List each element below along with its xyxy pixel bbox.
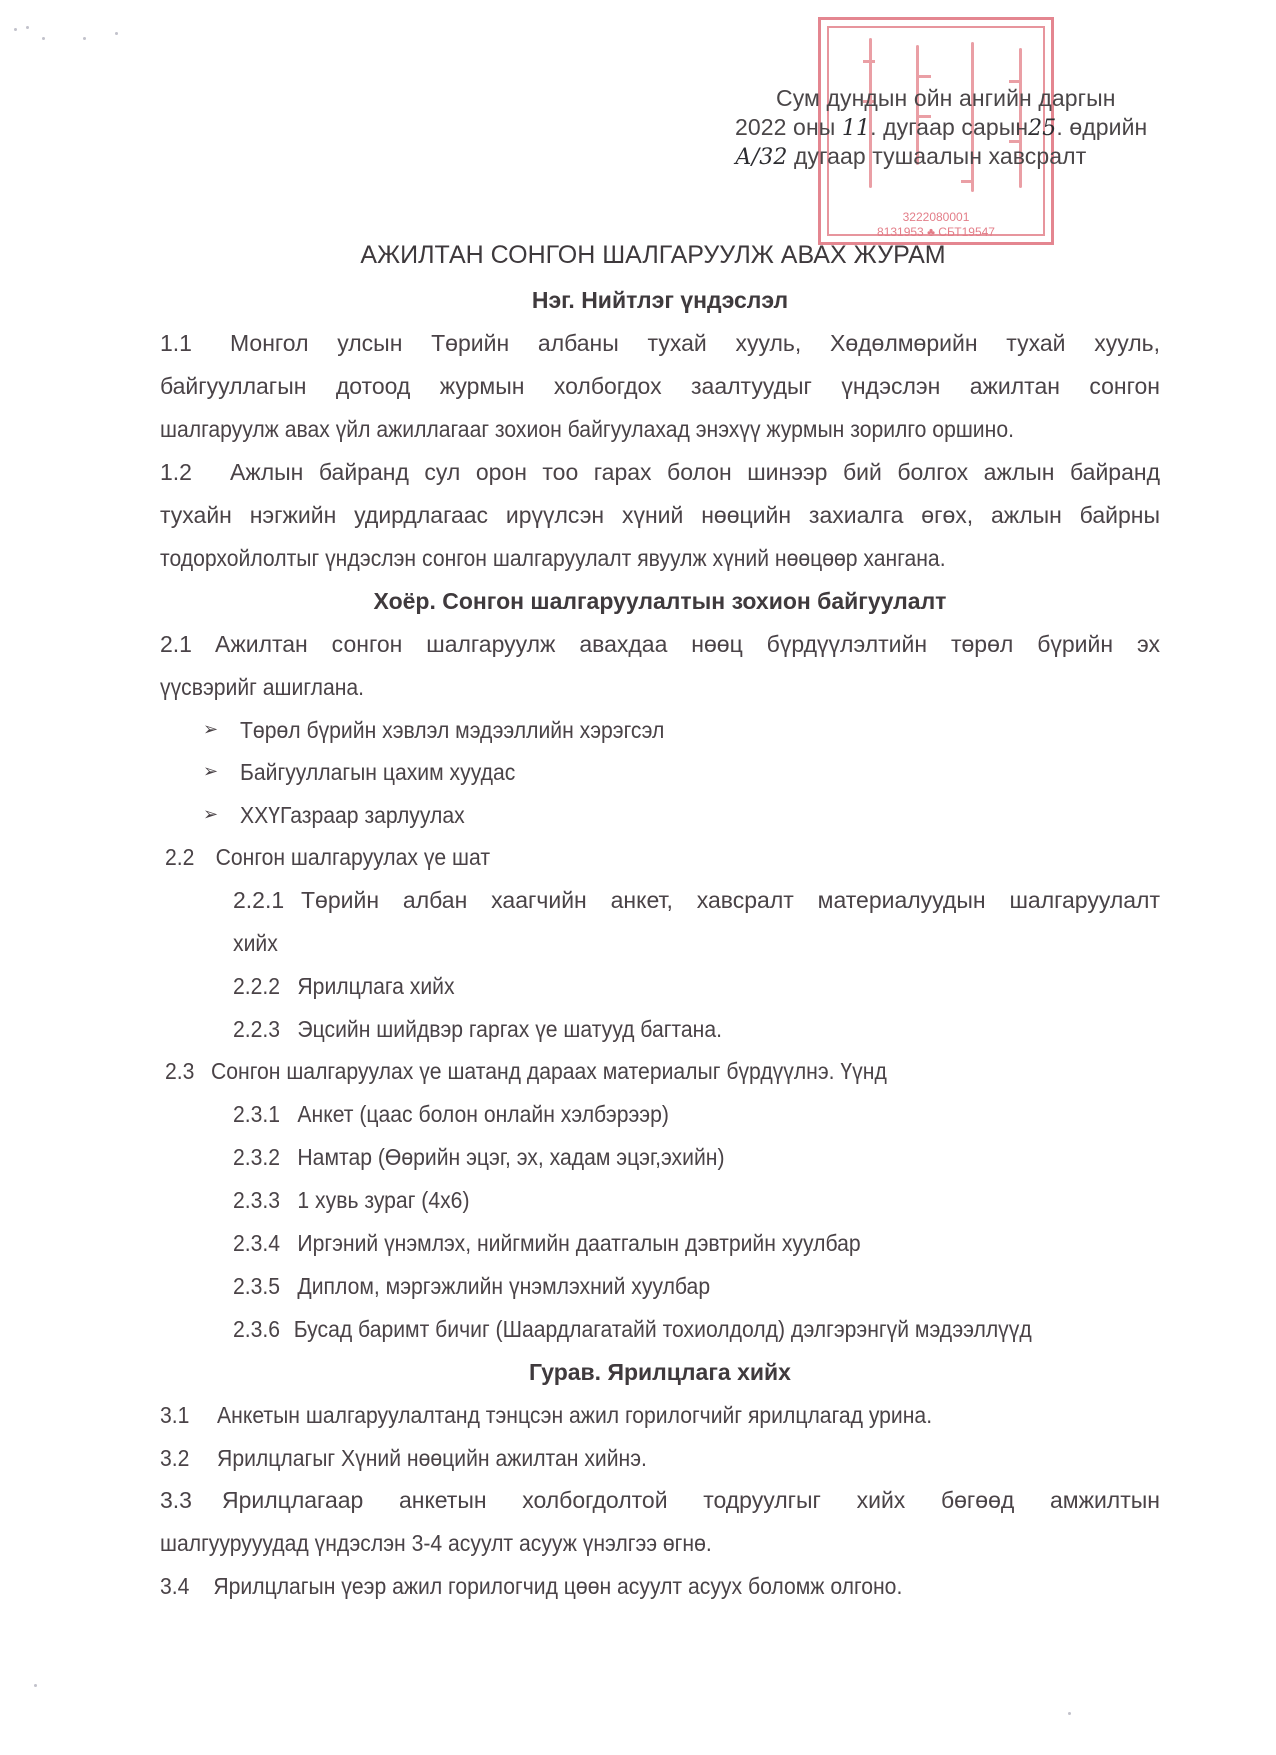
- clause-text: Ажлын байранд сул орон тоо гарах болон шинээр бий болгох ажлын байранд: [230, 459, 1160, 485]
- subclause-number: 2.3.4: [233, 1230, 281, 1256]
- subclause-text: Эцсийн шийдвэр гаргах үе шатууд багтана.: [297, 1016, 722, 1042]
- paragraph-3-3-line-1: [160, 1487, 1160, 1514]
- arrow-bullet-icon: ➢: [203, 761, 219, 781]
- paragraph-3-2: [160, 1445, 647, 1472]
- subclause-2-3-4: [233, 1230, 861, 1257]
- header-order-label: дугаар тушаалын хавсралт: [793, 143, 1087, 169]
- document-title: АЖИЛТАН СОНГОН ШАЛГАРУУЛЖ АВАХ ЖУРАМ: [360, 241, 946, 269]
- scan-speck: [14, 28, 17, 31]
- stamp-code-1: 3222080001: [902, 210, 970, 224]
- subclause-text: Анкет (цаас болон онлайн хэлбэрээр): [297, 1101, 669, 1127]
- subclause-2-3-5: [233, 1273, 710, 1300]
- subclause-number: 2.3.2: [233, 1144, 281, 1170]
- paragraph-3-4: [160, 1573, 902, 1600]
- paragraph-2-1-line-1: [160, 631, 1160, 658]
- stamp-script-mark: [961, 180, 973, 183]
- clause-text: Ярилцлагыг Хүний нөөцийн ажилтан хийнэ.: [217, 1445, 647, 1471]
- subclause-number: 2.3.1: [233, 1101, 281, 1127]
- clause-text: Ажилтан сонгон шалгаруулж авахдаа нөөц бүрдүүлэлтийн төрөл бүрийн эх: [215, 631, 1160, 657]
- section-3-heading: Гурав. Ярилцлага хийх: [529, 1359, 791, 1385]
- paragraph-2-3: [165, 1058, 887, 1085]
- scan-speck: [26, 26, 29, 29]
- subclause-2-3-1: [233, 1101, 669, 1128]
- paragraph-3-1: [160, 1402, 932, 1429]
- subclause-text: Төрийн албан хаагчийн анкет, хавсралт материалуудын шалгаруулалт: [301, 887, 1160, 913]
- paragraph-2-2: [165, 844, 490, 871]
- clause-text: Ярилцлагын үеэр ажил горилогчид цөөн асуулт асуух боломж олгоно.: [213, 1573, 903, 1599]
- clause-number: 3.1: [160, 1402, 190, 1428]
- scan-speck: [83, 37, 86, 40]
- subclause-text: Ярилцлага хийх: [297, 973, 455, 999]
- subclause-number: 2.3.6: [233, 1316, 281, 1342]
- section-2-heading: Хоёр. Сонгон шалгаруулалтын зохион байгуулалт: [373, 588, 947, 614]
- subclause-2-2-1-line-1: [233, 887, 1160, 914]
- subclause-number: 2.2.2: [233, 973, 281, 999]
- subclause-number: 2.2.1: [233, 887, 285, 913]
- section-1-heading: Нэг. Нийтлэг үндэслэл: [531, 287, 789, 313]
- paragraph-1-2-line-2: тухайн нэгжийн удирдлагаас ирүүлсэн хүний нөөцийн захиалга өгөх, ажлын байрны: [160, 502, 1160, 528]
- subclause-text: Иргэний үнэмлэх, нийгмийн даатгалын дэвтрийн хуулбар: [297, 1230, 861, 1256]
- subclause-text: Диплом, мэргэжлийн үнэмлэхний хуулбар: [297, 1273, 711, 1299]
- clause-text: Анкетын шалгаруулалтанд тэнцсэн ажил горилогчийг ярилцлагад урина.: [217, 1402, 933, 1428]
- paragraph-1-1-line-1: [160, 330, 1160, 357]
- scan-speck: [34, 1684, 37, 1687]
- handwritten-order-number: А/32: [735, 145, 788, 170]
- header-year: 2022 оны: [735, 114, 836, 140]
- header-line-2: 2022 оны 11. дугаар сарын25. өдрийн: [735, 114, 1148, 141]
- subclause-2-2-2: [233, 973, 455, 1000]
- clause-text: Сонгон шалгаруулах үе шатанд дараах материалыг бүрдүүлнэ. Үүнд: [211, 1058, 887, 1084]
- subclause-text: Намтар (Өөрийн эцэг, эх, хадам эцэг,эхийн): [297, 1144, 725, 1170]
- clause-text: Ярилцлагаар анкетын холбогдолтой тодруулгыг хийх бөгөөд амжилтын: [222, 1487, 1160, 1513]
- header-line-1: Сум дундын ойн ангийн даргын: [776, 85, 1116, 111]
- clause-number: 2.1: [160, 631, 192, 657]
- subclause-number: 2.3.3: [233, 1187, 281, 1213]
- arrow-bullet-icon: ➢: [203, 804, 219, 824]
- handwritten-day: 25: [1028, 116, 1057, 141]
- stamp-script-mark: [863, 60, 875, 63]
- arrow-bullet-icon: ➢: [203, 719, 219, 739]
- subclause-2-2-3: [233, 1016, 722, 1043]
- scan-speck: [1068, 1712, 1071, 1715]
- handwritten-month: 11: [841, 116, 871, 141]
- subclause-text: 1 хувь зураг (4x6): [297, 1187, 470, 1213]
- header-line-3: [735, 143, 1086, 170]
- bullet-item: ХХҮГазраар зарлуулах: [240, 802, 465, 828]
- subclause-2-3-6: [233, 1316, 1032, 1343]
- clause-number: 1.1: [160, 330, 192, 356]
- clause-number: 3.3: [160, 1487, 192, 1513]
- clause-number: 3.4: [160, 1573, 190, 1599]
- scan-speck: [42, 37, 45, 40]
- paragraph-1-1-line-3: шалгаруулж авах үйл ажиллагааг зохион байгуулахад энэхүү журмын зорилго оршино.: [160, 416, 1014, 442]
- clause-text: Сонгон шалгаруулах үе шат: [215, 844, 491, 870]
- subclause-number: 2.3.5: [233, 1273, 281, 1299]
- subclause-2-3-3: [233, 1187, 470, 1214]
- paragraph-1-2-line-3: тодорхойлолтыг үндэслэн сонгон шалгаруулалт явуулж хүний нөөцөөр хангана.: [160, 545, 946, 571]
- clause-text: Монгол улсын Төрийн албаны тухай хууль, Хөдөлмөрийн тухай хууль,: [230, 330, 1160, 356]
- clause-number: 3.2: [160, 1445, 190, 1471]
- stamp-script-mark: [1009, 80, 1021, 83]
- bullet-item: Байгууллагын цахим хуудас: [240, 759, 516, 785]
- subclause-2-2-1-line-2: хийх: [233, 930, 278, 956]
- header-day-label: . өдрийн: [1056, 114, 1148, 140]
- scan-speck: [115, 32, 118, 35]
- clause-number: 2.3: [165, 1058, 195, 1084]
- paragraph-1-1-line-2: байгууллагын дотоод журмын холбогдох заалтуудыг үндэслэн ажилтан сонгон: [160, 373, 1160, 399]
- subclause-number: 2.2.3: [233, 1016, 281, 1042]
- subclause-2-3-2: [233, 1144, 725, 1171]
- paragraph-2-1-line-2: үүсвэрийг ашиглана.: [160, 674, 365, 700]
- header-month-label: дугаар сарын: [883, 114, 1029, 140]
- clause-number: 1.2: [160, 459, 192, 485]
- paragraph-3-3-line-2: шалгуурууудад үндэслэн 3-4 асуулт асууж үнэлгээ өгнө.: [160, 1530, 712, 1556]
- clause-number: 2.2: [165, 844, 195, 870]
- stamp-script-mark: [919, 75, 931, 78]
- stamp-code-2: 8131953 ♣ СБТ19547: [877, 225, 995, 239]
- bullet-item: Төрөл бүрийн хэвлэл мэдээллийн хэрэгсэл: [240, 717, 665, 743]
- paragraph-1-2-line-1: [160, 459, 1160, 486]
- subclause-text: Бусад баримт бичиг (Шаардлагатайй тохиолдолд) дэлгэрэнгүй мэдээллүүд: [293, 1316, 1032, 1342]
